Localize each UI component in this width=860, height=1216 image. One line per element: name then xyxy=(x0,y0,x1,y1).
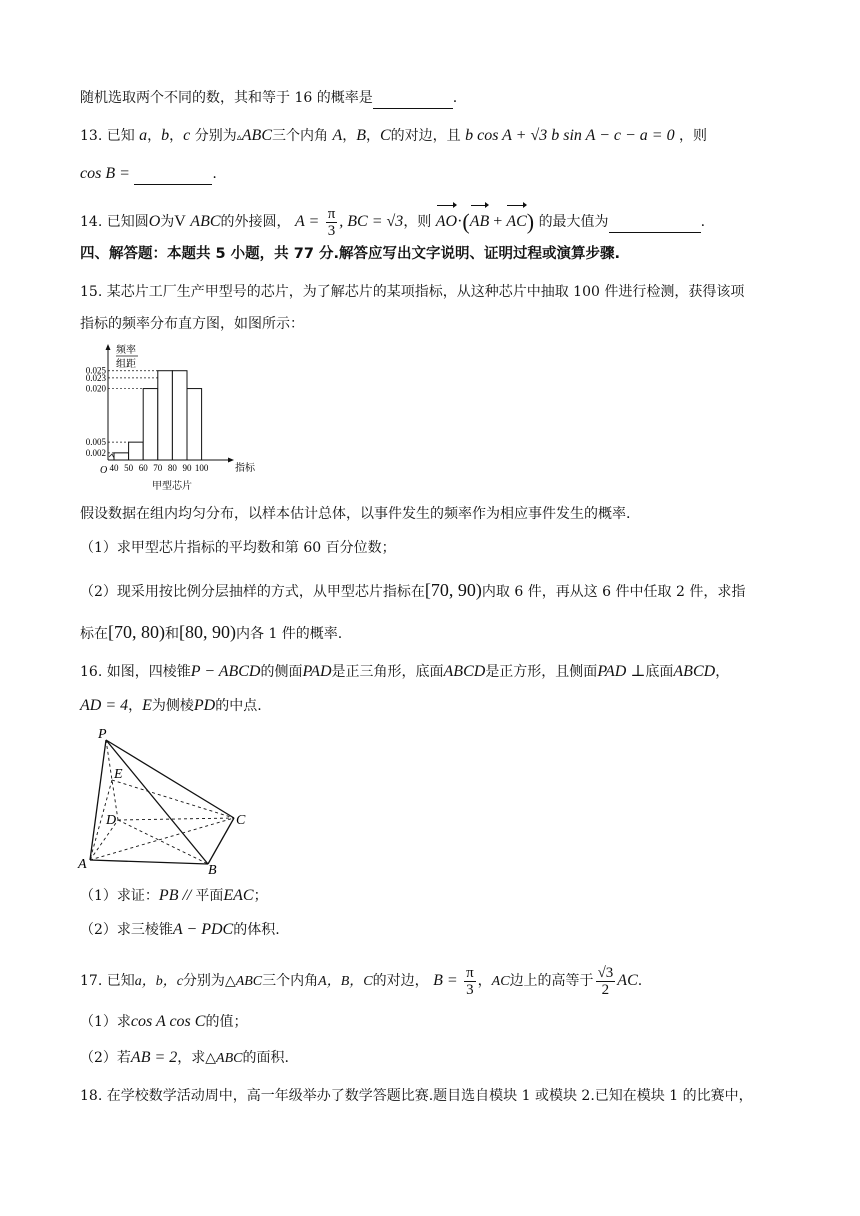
histogram-bar xyxy=(158,371,173,460)
q16-line2: AD = 4，E为侧棱PD的中点. xyxy=(80,697,262,714)
histogram-bar xyxy=(129,442,144,460)
y-axis-arrow xyxy=(106,344,111,350)
label-B: B xyxy=(208,863,217,876)
answer-blank[interactable] xyxy=(134,164,212,185)
chart-ylabel-top: 频率 xyxy=(116,345,136,356)
answer-blank[interactable] xyxy=(373,88,453,109)
answer-blank[interactable] xyxy=(609,212,701,233)
label-P: P xyxy=(98,727,107,742)
q15-line2: 指标的频率分布直方图，如图所示： xyxy=(80,316,304,332)
x-tick-label: 100 xyxy=(194,463,209,473)
x-tick-label: 60 xyxy=(138,463,148,473)
x-tick-label: 70 xyxy=(153,463,163,473)
histogram-bar xyxy=(172,371,187,460)
histogram-bar xyxy=(114,453,129,460)
q15-part2: （2）现采用按比例分层抽样的方式，从甲型芯片指标在[70, 90)内取 6 件，再从这 6 件中任取 2 件，求指 xyxy=(80,580,746,600)
y-tick-label: 0.020 xyxy=(85,383,106,394)
x-axis-arrow xyxy=(228,458,234,463)
y-tick-label: 0.025 xyxy=(85,365,106,376)
label-E: E xyxy=(114,767,123,782)
pyramid-figure xyxy=(76,724,260,876)
q17-line: 17. 已知a，b，c分别为△ABC三个内角A，B，C的对边， B = $\frac{\pi}{3}$ ，AC边上的高等于 $\frac{√3}{2}$ AC. xyxy=(80,964,643,998)
section-heading: 四、解答题：本题共 5 小题，共 77 分.解答应写出文字说明、证明过程或演算步骤. xyxy=(80,246,620,262)
x-tick-label: 80 xyxy=(167,463,177,473)
q15-part2-cont: 标在[70, 80)和[80, 90)内各 1 件的概率. xyxy=(80,622,343,642)
chart-xlabel: 指标 xyxy=(235,463,255,474)
q15-assume: 假设数据在组内均匀分布，以样本估计总体，以事件发生的频率作为相应事件发生的概率. xyxy=(80,506,631,522)
label-D: D xyxy=(106,813,117,828)
q16-part2: （2）求三棱锥A − PDC的体积. xyxy=(80,921,280,938)
x-tick-label: 90 xyxy=(182,463,192,473)
q12-line: 随机选取两个不同的数，其和等于 16 的概率是 . xyxy=(80,88,457,109)
q17-part2: （2）若AB = 2，求△ABC的面积. xyxy=(80,1049,289,1066)
x-tick-label: 50 xyxy=(124,463,134,473)
label-C: C xyxy=(236,813,246,828)
q14-line: 14. 已知圆O为V ABC的外接圆， A = $\frac{\pi}{3}$ , BC = √3，则 AO·(AB + AC) 的最大值为 . xyxy=(80,205,706,239)
q18-line1: 18. 在学校数学活动周中，高一年级举办了数学答题比赛.题目选自模块 1 或模块 2.已知在模块 1 的比赛中， xyxy=(80,1088,753,1104)
q16-part1: （1）求证：PB // 平面EAC； xyxy=(80,887,268,904)
histogram-bar xyxy=(143,389,158,460)
q15-line1: 15. 某芯片工厂生产甲型号的芯片，为了解芯片的某项指标，从这种芯片中抽取 100 件进行检测，获得该项 xyxy=(80,284,745,300)
chart-origin: O xyxy=(100,465,108,476)
label-A: A xyxy=(78,857,87,872)
x-tick-label: 40 xyxy=(109,463,119,473)
chart-ylabel-bottom: 组距 xyxy=(116,359,136,370)
histogram-bar xyxy=(187,389,202,460)
q13-line2: cos B = . xyxy=(80,164,217,185)
y-tick-label: 0.005 xyxy=(85,437,106,448)
q13-line1: 13. 已知 a，b，c 分别为▵ABC三个内角 A，B，C的对边，且 b cos A + √3 b sin A − c − a = 0 ，则 xyxy=(80,127,708,144)
q16-line1: 16. 如图，四棱锥P − ABCD的侧面PAD是正三角形，底面ABCD是正方形，且侧面PAD ⊥底面ABCD， xyxy=(80,663,730,680)
y-tick-label: 0.023 xyxy=(85,372,106,383)
q15-part1: （1）求甲型芯片指标的平均数和第 60 百分位数； xyxy=(80,540,396,556)
histogram-chart xyxy=(78,342,278,494)
chart-title: 甲型芯片 xyxy=(152,481,192,492)
q17-part1: （1）求cos A cos C的值； xyxy=(80,1013,248,1030)
q13-equation: b cos A + √3 b sin A − c − a = 0 xyxy=(465,127,675,144)
y-tick-label: 0.002 xyxy=(85,447,106,458)
